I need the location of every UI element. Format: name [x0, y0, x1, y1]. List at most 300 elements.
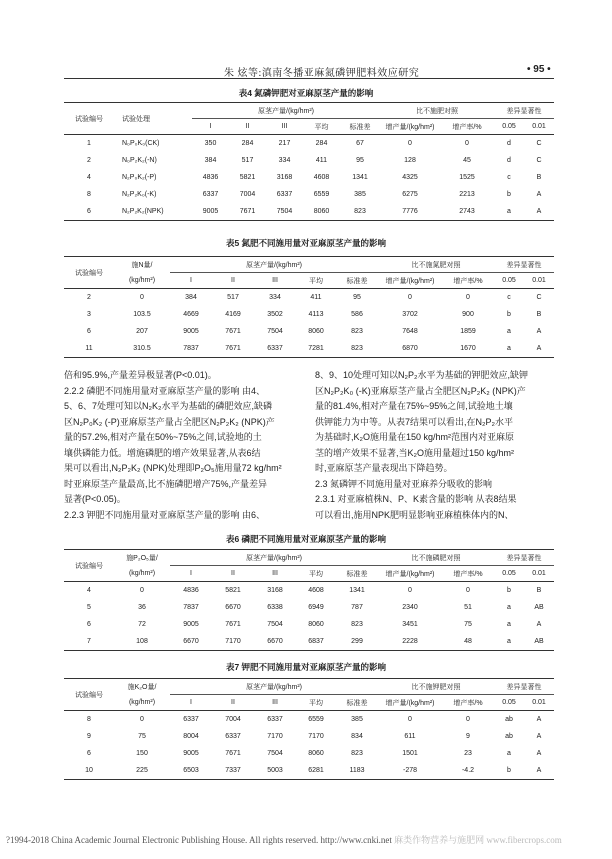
table-cell: 150	[136, 750, 148, 757]
table-cell: 823	[351, 621, 363, 628]
table-cell: c	[507, 174, 511, 181]
table-cell: 8060	[313, 208, 330, 215]
table-cell: C	[536, 140, 542, 147]
table-cell: c	[507, 294, 511, 301]
table-cell: A	[536, 621, 542, 628]
th-amount: 施N量/	[131, 261, 153, 269]
table-cell: 7281	[308, 345, 324, 352]
table-row	[64, 289, 554, 307]
table-row	[64, 169, 554, 186]
table-cell: A	[536, 191, 542, 198]
table-cell: 36	[138, 604, 146, 611]
table-cell: 1501	[402, 750, 418, 757]
table-cell: 4836	[183, 587, 199, 594]
table-row	[64, 306, 554, 323]
table-cell: 95	[356, 157, 364, 164]
th-rep2: II	[212, 566, 254, 582]
table-cell: 4169	[225, 311, 241, 318]
table-row	[64, 186, 554, 203]
th-significance: 差异显著性	[494, 257, 554, 273]
th-p01: 0.01	[524, 695, 554, 711]
table-cell: 6281	[308, 767, 324, 774]
table-cell: 823	[351, 328, 363, 335]
table-cell: 6503	[183, 767, 199, 774]
table-cell: 284	[315, 140, 328, 147]
table-cell: 1341	[352, 174, 368, 181]
table-cell: 411	[315, 157, 328, 164]
table-cell: N₂P₂K₂(NPK)	[122, 208, 164, 215]
table-cell: 0	[140, 294, 144, 301]
th-significance: 差异显著性	[494, 550, 554, 566]
text-line: 2.3 氮磷钾不同施用量对亚麻养分吸收的影响	[315, 478, 493, 489]
table-cell: 8004	[183, 733, 199, 740]
table-cell: 6949	[308, 604, 324, 611]
table-cell: 611	[404, 733, 416, 740]
table-cell: 217	[278, 140, 291, 147]
th-p05: 0.05	[494, 119, 524, 135]
text-line: 果可以看出,N₂P₂K₂ (NPK)处理即P₂O₅施用量72 kg/hm²	[64, 463, 282, 473]
th-sd: 标准差	[336, 273, 378, 289]
table-cell: 6870	[402, 345, 418, 352]
table-cell: 3	[87, 311, 91, 318]
table-cell: 75	[464, 621, 472, 628]
table-cell: 7004	[239, 191, 256, 198]
table-cell: a	[507, 750, 511, 757]
table-cell: 1	[87, 140, 91, 147]
table-cell: 7671	[225, 621, 241, 628]
text-line: 区N₂P₂K₀ (-K)亚麻原茎产量占全肥区N₂P₂K₂ (NPK)产	[315, 385, 526, 396]
table-cell: 3502	[267, 311, 283, 318]
table-cell: ab	[505, 716, 513, 723]
table-cell: 95	[353, 294, 361, 301]
table-cell: a	[507, 638, 511, 645]
th-compare: 比不施钾肥对照	[378, 679, 494, 695]
table-cell: 9005	[183, 328, 199, 335]
table-row	[64, 340, 554, 358]
table-cell: 8060	[308, 328, 324, 335]
table-cell: 4	[87, 174, 91, 181]
table-cell: 6559	[308, 716, 324, 723]
table-cell: 45	[463, 157, 471, 164]
table-cell: 2213	[459, 191, 475, 198]
table-cell: 0	[466, 716, 470, 723]
table6-body	[64, 582, 554, 651]
table-cell: 225	[136, 767, 148, 774]
table-cell: 5	[87, 604, 91, 611]
table-cell: A	[536, 208, 542, 215]
table-cell: A	[536, 328, 542, 335]
table-cell: A	[536, 345, 542, 352]
table-cell: ab	[505, 733, 513, 740]
page-footer	[6, 833, 562, 846]
th-rep3: III	[254, 273, 296, 289]
table-cell: 9	[466, 733, 470, 740]
table-cell: 0	[408, 716, 412, 723]
th-yield: 原茎产量/(kg/hm²)	[192, 103, 380, 119]
th-amount-unit: (kg/hm²)	[114, 566, 170, 582]
table-cell: 103.5	[133, 311, 151, 318]
body-text-right	[315, 368, 528, 523]
table-cell: 0	[408, 294, 412, 301]
table-cell: d	[507, 157, 511, 164]
th-mean: 平均	[296, 273, 336, 289]
table-cell: 8	[87, 191, 91, 198]
table-cell: 6	[87, 750, 91, 757]
text-line: 倍和95.9%,产量差异极显著(P<0.01)。	[64, 370, 217, 380]
table-cell: -4.2	[461, 767, 475, 774]
text-line: 显著(P<0.05)。	[64, 494, 126, 504]
th-rate: 增产率/%	[442, 695, 494, 711]
table-cell: 7648	[402, 328, 418, 335]
text-line: 为基础时,K₂O施用量在150 kg/hm²范围内对亚麻原	[315, 432, 515, 442]
table-cell: 7671	[225, 345, 241, 352]
th-rep1: I	[170, 566, 212, 582]
table-cell: 7837	[183, 345, 199, 352]
table-row	[64, 728, 554, 745]
text-line: 时亚麻原茎产量最高,比不施磷肥增产75%,产量差异	[64, 478, 268, 489]
th-compare: 比不施肥对照	[380, 103, 494, 119]
table-cell: 9005	[202, 208, 219, 215]
table-row	[64, 745, 554, 762]
table-cell: 7504	[276, 208, 293, 215]
text-line: 可以看出,施用NPK肥明显影响亚麻植株体内的N、	[315, 509, 514, 520]
th-id: 试验编号	[64, 103, 114, 135]
table-cell: 0	[140, 587, 144, 594]
th-rep3: III	[266, 119, 303, 135]
table-cell: B	[536, 311, 542, 318]
table-cell: A	[536, 750, 542, 757]
table-cell: 3168	[276, 174, 293, 181]
table-cell: 7671	[225, 750, 241, 757]
table-row	[64, 599, 554, 616]
th-yield: 原茎产量/(kg/hm²)	[170, 679, 378, 695]
th-p01: 0.01	[524, 273, 554, 289]
table-cell: 7671	[225, 328, 241, 335]
table-cell: 7504	[267, 328, 283, 335]
table-cell: d	[507, 140, 511, 147]
copyright-notice: ?1994-2018 China Academic Journal Electronic Publishing House. All rights reserved. http://www.cnki.net	[6, 835, 392, 845]
table-row	[64, 135, 554, 153]
table-cell: B	[536, 174, 542, 181]
watermark-text: 麻类作物营养与施肥网 www.fibercrops.com	[394, 835, 562, 845]
table-cell: b	[507, 311, 511, 318]
table-cell: 4669	[183, 311, 199, 318]
table-cell: 385	[354, 191, 366, 198]
table-cell: 4836	[202, 174, 219, 181]
table-cell: 7337	[225, 767, 241, 774]
table-cell: 6338	[267, 604, 283, 611]
table-cell: 23	[464, 750, 472, 757]
th-p05: 0.05	[494, 273, 524, 289]
table-cell: 4	[87, 587, 91, 594]
table-cell: 787	[351, 604, 363, 611]
table-cell: 6670	[225, 604, 241, 611]
table-cell: 517	[227, 294, 239, 301]
header-rule	[64, 78, 554, 79]
th-rep3: III	[254, 695, 296, 711]
th-sd: 标准差	[336, 695, 378, 711]
text-line: 2.3.1 对亚麻植株N、P、K素含量的影响 从表8结果	[315, 494, 517, 504]
table-cell: 1670	[460, 345, 476, 352]
table-cell: 0	[466, 587, 470, 594]
table-cell: 2	[87, 157, 91, 164]
table-cell: 10	[85, 767, 93, 774]
th-amount-unit: (kg/hm²)	[114, 695, 170, 711]
table-cell: 11	[85, 345, 93, 352]
th-rep2: II	[212, 273, 254, 289]
th-id: 试验编号	[64, 550, 114, 582]
text-line: 2.2.3 钾肥不同施用量对亚麻原茎产量的影响 由6、	[64, 509, 266, 520]
table-cell: 9005	[183, 750, 199, 757]
table-cell: 900	[462, 311, 474, 318]
th-compare: 比不施磷肥对照	[378, 550, 494, 566]
table-cell: 6837	[308, 638, 324, 645]
table-cell: N₂P₂K₀(-K)	[122, 191, 157, 198]
table-cell: 385	[351, 716, 363, 723]
th-mean: 平均	[296, 566, 336, 582]
table-cell: 0	[408, 587, 412, 594]
table-cell: 1525	[459, 174, 475, 181]
table-cell: 72	[138, 621, 146, 628]
table-row	[64, 582, 554, 600]
th-sd: 标准差	[336, 566, 378, 582]
table-row	[64, 203, 554, 221]
table-cell: 517	[241, 157, 254, 164]
table-cell: 6275	[402, 191, 418, 198]
body-text-left	[64, 368, 282, 523]
table-cell: 5821	[225, 587, 241, 594]
th-rep2: II	[212, 695, 254, 711]
table-cell: 7	[87, 638, 91, 645]
table-cell: b	[507, 767, 511, 774]
th-rate: 增产率/%	[442, 566, 494, 582]
th-amount: 施K₂O量/	[127, 683, 157, 691]
table-cell: 350	[204, 140, 217, 147]
table-cell: 6	[87, 208, 91, 215]
table-cell: 411	[310, 294, 322, 301]
table-cell: 3451	[402, 621, 418, 628]
table-cell: 384	[185, 294, 197, 301]
table-cell: b	[507, 587, 511, 594]
text-line: 5、6、7处理可知以N₂K₂水平为基础的磷肥效应,缺磷	[64, 401, 273, 411]
table-cell: C	[536, 294, 542, 301]
th-p01: 0.01	[524, 119, 554, 135]
table-cell: 2	[87, 294, 91, 301]
table-cell: a	[507, 621, 511, 628]
table-cell: 7776	[402, 208, 418, 215]
table-cell: 310.5	[133, 345, 151, 352]
th-compare: 比不施氮肥对照	[378, 257, 494, 273]
table-cell: 75	[138, 733, 146, 740]
table-cell: 6337	[276, 191, 293, 198]
th-rep3: III	[254, 566, 296, 582]
table-cell: 7504	[267, 750, 283, 757]
table-row	[64, 633, 554, 651]
table-cell: 108	[136, 638, 148, 645]
table-cell: 6337	[202, 191, 219, 198]
table-cell: A	[536, 716, 542, 723]
th-rate: 增产率/%	[440, 119, 494, 135]
table-cell: 299	[351, 638, 363, 645]
table-cell: a	[507, 604, 511, 611]
text-line: 区N₂P₀K₂ (-P)亚麻原茎产量占全肥区N₂P₂K₂ (NPK)产	[64, 416, 275, 427]
table-cell: 823	[354, 208, 366, 215]
table-cell: 51	[464, 604, 472, 611]
table-cell: 7170	[225, 638, 241, 645]
table-cell: 6	[87, 621, 91, 628]
table-row	[64, 616, 554, 633]
table-cell: 7504	[267, 621, 283, 628]
table-cell: 6559	[313, 191, 330, 198]
table-cell: 6670	[267, 638, 283, 645]
table-cell: 9	[87, 733, 91, 740]
table-cell: 5003	[267, 767, 283, 774]
th-increase: 增产量/(kg/hm²)	[378, 566, 442, 582]
table-cell: 2743	[459, 208, 475, 215]
table-cell: 48	[464, 638, 472, 645]
th-rep2: II	[229, 119, 266, 135]
th-amount: 施P₂O₅量/	[126, 554, 158, 562]
th-treatment: 试验处理	[114, 103, 192, 135]
table-cell: 834	[351, 733, 363, 740]
table-row	[64, 152, 554, 169]
th-significance: 差异显著性	[494, 103, 554, 119]
table-cell: 586	[351, 311, 363, 318]
table-cell: a	[507, 345, 511, 352]
table4	[64, 102, 554, 221]
text-line: 2.2.2 磷肥不同施用量对亚麻原茎产量的影响 由4、	[64, 385, 266, 396]
table4-body	[64, 135, 554, 221]
table-cell: 8060	[308, 750, 324, 757]
table-row	[64, 711, 554, 729]
th-increase: 增产量/(kg/hm²)	[380, 119, 440, 135]
table-cell: 4608	[308, 587, 324, 594]
th-p05: 0.05	[494, 566, 524, 582]
table-cell: 7671	[239, 208, 256, 215]
table4-caption: 表4 氮磷钾肥对亚麻原茎产量的影响	[238, 88, 374, 98]
table-cell: N₂P₀K₂(-P)	[122, 174, 157, 181]
table-cell: 0	[465, 140, 469, 147]
table-cell: 128	[404, 157, 416, 164]
table-cell: 7170	[308, 733, 324, 740]
table-cell: 823	[351, 750, 363, 757]
table-cell: AB	[534, 604, 544, 611]
table5-caption: 表5 氮肥不同施用量对亚麻原茎产量的影响	[225, 238, 387, 248]
table-cell: 4325	[402, 174, 418, 181]
table-cell: 7170	[267, 733, 283, 740]
table-cell: C	[536, 157, 542, 164]
table-cell: 8060	[308, 621, 324, 628]
table-cell: -278	[402, 767, 417, 774]
page-number: • 95 •	[527, 64, 551, 75]
table-cell: A	[536, 767, 542, 774]
table-cell: 384	[204, 157, 217, 164]
table-cell: 1341	[349, 587, 365, 594]
table7-caption: 表7 钾肥不同施用量对亚麻原茎产量的影响	[225, 662, 387, 672]
table-cell: 1183	[349, 767, 365, 774]
table-cell: 2228	[402, 638, 418, 645]
th-mean: 平均	[296, 695, 336, 711]
table-cell: b	[507, 191, 511, 198]
running-title: 朱 炫等:滇南冬播亚麻氮磷钾肥料效应研究	[224, 68, 420, 79]
th-yield: 原茎产量/(kg/hm²)	[170, 550, 378, 566]
th-significance: 差异显著性	[494, 679, 554, 695]
th-p01: 0.01	[524, 566, 554, 582]
table7	[64, 678, 554, 780]
table5-body	[64, 289, 554, 358]
th-mean: 平均	[303, 119, 340, 135]
table-cell: 5821	[239, 174, 256, 181]
table-cell: 4608	[313, 174, 330, 181]
table-cell: 0	[408, 140, 412, 147]
text-line: 壤供磷能力低。增施磷肥的增产效果显著,从表6结	[64, 447, 261, 458]
table-row	[64, 762, 554, 780]
th-id: 试验编号	[64, 257, 114, 289]
table-cell: B	[536, 587, 542, 594]
table5	[64, 256, 554, 358]
table-cell: 6337	[225, 733, 241, 740]
th-yield: 原茎产量/(kg/hm²)	[170, 257, 378, 273]
table-cell: 6337	[183, 716, 199, 723]
th-id: 试验编号	[64, 679, 114, 711]
th-p05: 0.05	[494, 695, 524, 711]
table-cell: 7004	[225, 716, 241, 723]
th-rep1: I	[170, 695, 212, 711]
table6-caption: 表6 磷肥不同施用量对亚麻原茎产量的影响	[225, 534, 387, 544]
table-cell: N₀P₀K₀(CK)	[122, 140, 160, 147]
th-rate: 增产率/%	[442, 273, 494, 289]
table-cell: 207	[136, 328, 148, 335]
table-cell: N₀P₂K₂(-N)	[122, 157, 157, 164]
text-line: 量的57.2%,相对产量在50%~75%之间,试验地的土	[64, 432, 262, 442]
table-cell: 7837	[183, 604, 199, 611]
table-cell: 67	[356, 140, 364, 147]
table7-body	[64, 711, 554, 780]
table-cell: a	[507, 208, 511, 215]
text-line: 8、9、10处理可知以N₂P₂水平为基础的钾肥效应,缺钾	[315, 370, 529, 380]
table-cell: A	[536, 733, 542, 740]
table-cell: 9005	[183, 621, 199, 628]
th-rep1: I	[170, 273, 212, 289]
table6	[64, 549, 554, 651]
table-cell: 1859	[460, 328, 476, 335]
th-amount-unit: (kg/hm²)	[114, 273, 170, 289]
table-cell: AB	[534, 638, 544, 645]
text-line: 供钾能力为中等。从表7结果可以看出,在N₂P₂水平	[315, 416, 513, 427]
text-line: 时,亚麻原茎产量表现出下降趋势。	[315, 463, 453, 473]
th-increase: 增产量/(kg/hm²)	[378, 273, 442, 289]
table-cell: 334	[269, 294, 281, 301]
table-cell: 8	[87, 716, 91, 723]
th-rep1: I	[192, 119, 229, 135]
table-cell: 0	[466, 294, 470, 301]
table-cell: 6	[87, 328, 91, 335]
th-increase: 增产量/(kg/hm²)	[378, 695, 442, 711]
table-row	[64, 323, 554, 340]
table-cell: 3168	[267, 587, 283, 594]
table-cell: 4113	[308, 311, 324, 318]
text-line: 量的81.4%,相对产量在75%~95%之间,试验地土壤	[315, 401, 513, 411]
table-cell: 3702	[402, 311, 418, 318]
table-cell: 823	[351, 345, 363, 352]
table-cell: 6337	[267, 345, 283, 352]
table-cell: 6670	[183, 638, 199, 645]
table-cell: a	[507, 328, 511, 335]
table-cell: 2340	[402, 604, 418, 611]
text-line: 茎的增产效果不显著,当K₂O施用量超过150 kg/hm²	[315, 447, 515, 458]
table-cell: 334	[278, 157, 291, 164]
table-cell: 6337	[267, 716, 283, 723]
